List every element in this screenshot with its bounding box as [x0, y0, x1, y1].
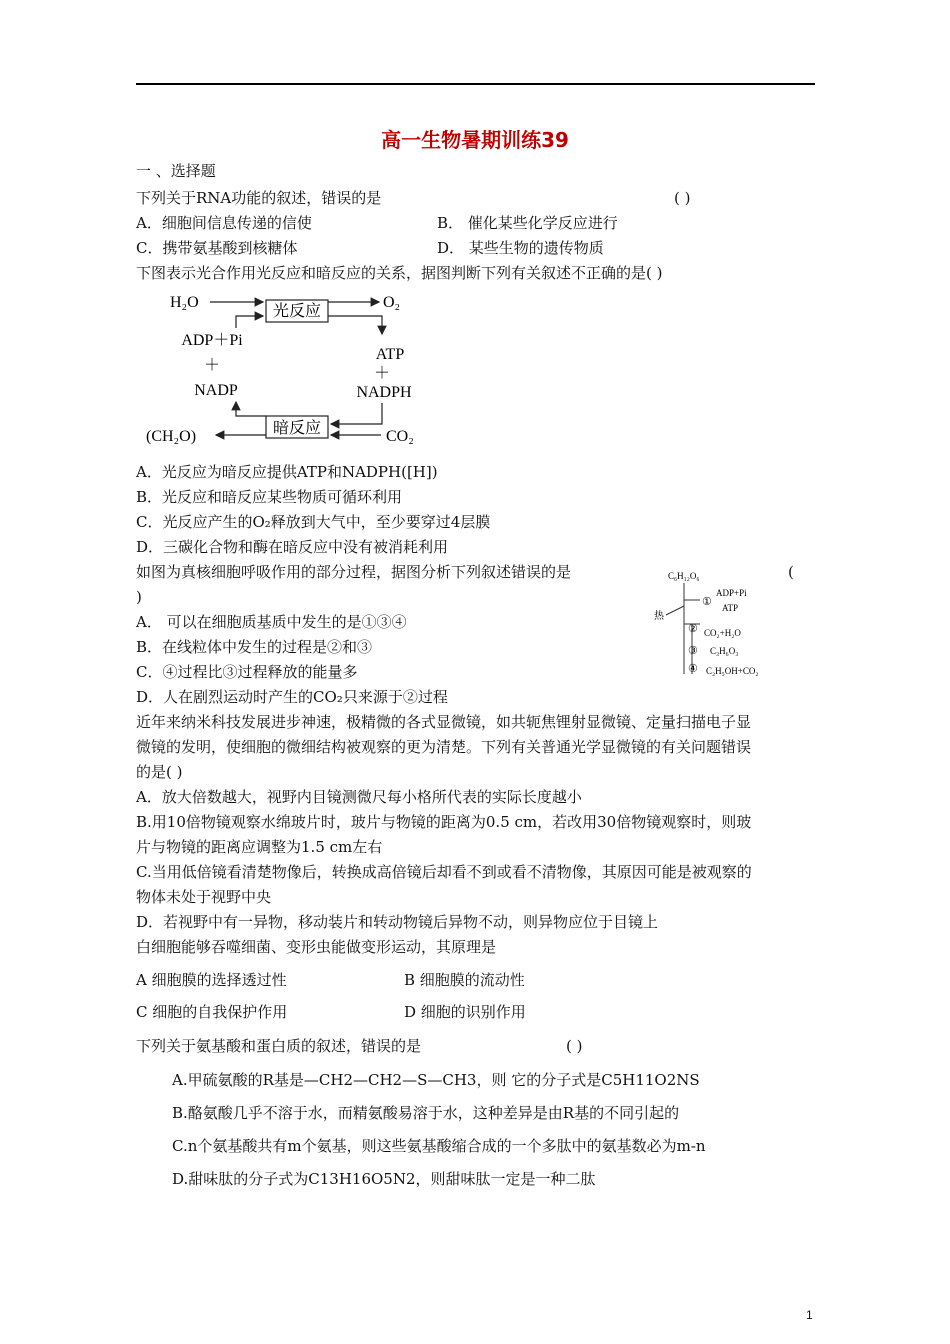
plus-left: ＋ [203, 357, 221, 374]
arrow-dark-to-nadp [236, 402, 266, 416]
section-heading: 一 、选择题 [136, 162, 216, 180]
q6-option-a: A.甲硫氨酸的R基是—CH2—CH2—S—CH3，则 它的分子式是C5H11O2NS [172, 1071, 700, 1089]
q3-option-b: B．在线粒体中发生的过程是②和③ [136, 638, 373, 656]
q4-option-c-line2: 物体未处于视野中央 [136, 888, 272, 906]
q2-option-c: C．光反应产生的O₂释放到大气中，至少要穿过4层膜 [136, 513, 491, 531]
q2-stem: 下图表示光合作用光反应和暗反应的关系，据图判断下列有关叙述不正确的是( ) [136, 264, 663, 282]
photosynthesis-diagram [136, 288, 436, 454]
q3-stem: 如图为真核细胞呼吸作用的部分过程，据图分析下列叙述错误的是 [136, 563, 572, 581]
q4-option-d: D．若视野中有一异物，移动装片和转动物镜后异物不动，则异物应位于目镜上 [136, 913, 659, 931]
adp-pi-label: ADP+Pi [716, 588, 747, 598]
plus-right: ＋ [373, 365, 391, 382]
q1-option-a: A．细胞间信息传递的信使 [136, 214, 312, 232]
q4-option-b-line2: 片与物镜的距离应调整为1.5 cm左右 [136, 838, 383, 856]
q5-option-b: B 细胞膜的流动性 [404, 971, 525, 989]
q2-option-a: A．光反应为暗反应提供ATP和NADPH([H]) [136, 463, 438, 481]
q4-stem-line3: 的是( ) [136, 763, 183, 781]
q2-option-d: D．三碳化合物和酶在暗反应中没有被消耗利用 [136, 538, 449, 556]
q5-option-a: A 细胞膜的选择透过性 [136, 971, 287, 989]
q4-stem-line2: 微镜的发明，使细胞的微细结构被观察的更为清楚。下列有关普通光学显微镜的有关问题错误 [136, 738, 752, 756]
q6-stem: 下列关于氨基酸和蛋白质的叙述，错误的是 [136, 1037, 422, 1055]
q6-answer-blank: ( ) [566, 1037, 583, 1055]
ch2o-label: (CH₂O) [146, 428, 197, 445]
q3-option-c: C．④过程比③过程释放的能量多 [136, 663, 358, 681]
nadp-label: NADP [194, 382, 238, 399]
ethanol-label: C₂H₅OH+CO₂ [706, 666, 759, 676]
q4-stem-line1: 近年来纳米科技发展进步神速，极精微的各式显微镜，如共轭焦锂射显微镜、定量扫描电子显 [136, 713, 752, 731]
step-2: ② [688, 623, 698, 635]
q1-option-d: D． 某些生物的遗传物质 [437, 239, 604, 257]
heat-line [666, 606, 684, 615]
respiration-diagram [652, 566, 792, 684]
page-title: 高一生物暑期训练39 [381, 128, 569, 152]
step-1: ① [702, 596, 712, 608]
o2-label: O₂ [383, 294, 401, 311]
lactate-label: C₃H₆O₃ [710, 646, 739, 656]
dark-reaction-label: 暗反应 [272, 420, 322, 437]
q6-option-b: B.酪氨酸几乎不溶于水，而精氨酸易溶于水，这种差异是由R基的不同引起的 [172, 1104, 680, 1122]
q5-option-c: C 细胞的自我保护作用 [136, 1003, 288, 1021]
arrow-adp-to-light [236, 316, 263, 328]
q3-option-d: D．人在剧烈运动时产生的CO₂只来源于②过程 [136, 688, 448, 706]
q3-paren-open: ( [788, 563, 794, 581]
q5-stem: 白细胞能够吞噬细菌、变形虫能做变形运动，其原理是 [136, 938, 497, 956]
nadph-label: NADPH [356, 384, 412, 401]
header-rule [136, 83, 815, 85]
arrow-light-to-atp [328, 316, 382, 334]
arrow-nadph-to-dark [331, 403, 382, 424]
q1-stem: 下列关于RNA功能的叙述，错误的是 [136, 189, 382, 207]
q4-option-c-line1: C.当用低倍镜看清楚物像后，转换成高倍镜后却看不到或看不清物像，其原因可能是被观察的 [136, 863, 752, 881]
q3-paren-close: ) [136, 588, 142, 606]
co2-h2o-label: CO₂+H₂O [704, 628, 741, 638]
q6-option-d: D.甜味肽的分子式为C13H16O5N2，则甜味肽一定是一种二肽 [172, 1170, 596, 1188]
adp-pi-label: ADP＋Pi [181, 332, 243, 349]
glucose-label: C₆H₁₂O₆ [668, 571, 700, 581]
q2-option-b: B．光反应和暗反应某些物质可循环利用 [136, 488, 403, 506]
q1-option-c: C．携带氨基酸到核糖体 [136, 239, 298, 257]
atp-label: ATP [375, 346, 405, 363]
q1-option-b: B． 催化某些化学反应进行 [437, 214, 618, 232]
q4-option-b-line1: B.用10倍物镜观察水绵玻片时，玻片与物镜的距离为0.5 cm，若改用30倍物镜观察时，则玻 [136, 813, 752, 831]
atp-label: ATP [722, 603, 739, 613]
step-4: ④ [688, 663, 698, 675]
q3-option-a: A． 可以在细胞质基质中发生的是①③④ [136, 613, 407, 631]
q5-option-d: D 细胞的识别作用 [404, 1003, 526, 1021]
light-reaction-label: 光反应 [272, 303, 322, 320]
q1-answer-blank: ( ) [674, 189, 691, 207]
h2o-label: H₂O [170, 294, 199, 311]
q4-option-a: A．放大倍数越大，视野内目镜测微尺每小格所代表的实际长度越小 [136, 788, 582, 806]
page-number: 1 [806, 1308, 813, 1322]
q6-option-c: C.n个氨基酸共有m个氨基，则这些氨基酸缩合成的一个多肽中的氨基数必为m-n [172, 1137, 706, 1155]
heat-label: 热 [654, 611, 664, 622]
step-3: ③ [688, 645, 698, 657]
co2-label: CO₂ [386, 428, 414, 445]
